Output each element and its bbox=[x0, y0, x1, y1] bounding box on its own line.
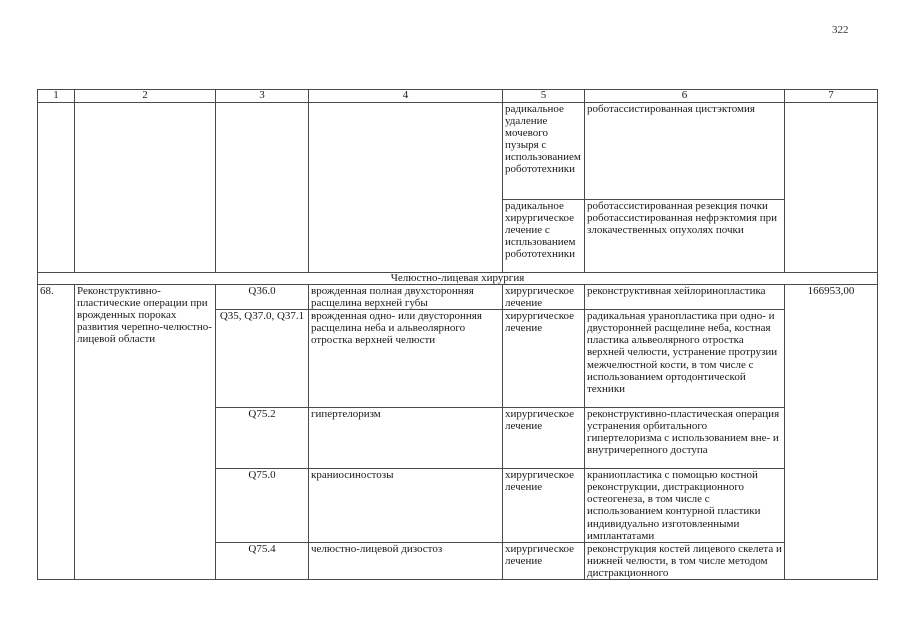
procedure-cell: радикальная уранопластика при одно- и двусторонней расщелине неба, костная пластика альвеолярного отростка верхней челюсти, устранение протрузии межчелюстной кости, в том числе с использованием ортодонтической техники bbox=[585, 310, 785, 408]
section-row bbox=[38, 273, 878, 285]
diagnosis-code: Q75.2 bbox=[216, 408, 309, 469]
empty-cell bbox=[75, 103, 216, 273]
continuation-row bbox=[38, 103, 878, 200]
treatment-type: хирургическое лечение bbox=[503, 310, 585, 408]
column-number: 6 bbox=[585, 90, 785, 103]
empty-cell bbox=[38, 103, 75, 273]
treatment-method: радикальное хирургическое лечение с испльзованием робототехники bbox=[503, 200, 585, 273]
row-number: 68. bbox=[38, 285, 75, 580]
diagnosis-code: Q36.0 bbox=[216, 285, 309, 310]
empty-cell bbox=[216, 103, 309, 273]
empty-cell bbox=[309, 103, 503, 273]
treatment-method: радикальное удаление мочевого пузыря с использованием робототехники bbox=[503, 103, 585, 200]
procedure-cell: реконструктивно-пластическая операция устранения орбитального гипертелоризма с использованием вне- и внутричерепного доступа bbox=[585, 408, 785, 469]
column-number: 1 bbox=[38, 90, 75, 103]
procedure-cell: реконструктивная хейлоринопластика bbox=[585, 285, 785, 310]
treatment-type: хирургическое лечение bbox=[503, 469, 585, 543]
diagnosis: врожденная полная двухсторонняя расщелина верхней губы bbox=[309, 285, 503, 310]
diagnosis-code: Q35, Q37.0, Q37.1 bbox=[216, 310, 309, 408]
column-number: 4 bbox=[309, 90, 503, 103]
procedure-cell: роботассистированная цистэктомия bbox=[585, 103, 785, 200]
column-number: 2 bbox=[75, 90, 216, 103]
diagnosis-code: Q75.0 bbox=[216, 469, 309, 543]
column-number: 7 bbox=[785, 90, 878, 103]
column-number-row bbox=[38, 90, 878, 103]
diagnosis: челюстно-лицевой дизостоз bbox=[309, 543, 503, 580]
treatment-type: хирургическое лечение bbox=[503, 285, 585, 310]
service-group-name: Реконструктивно-пластические операции при врожденных пороках развития черепно-челюстно-лицевой области bbox=[75, 285, 216, 580]
column-number: 3 bbox=[216, 90, 309, 103]
procedure-cell: краниопластика с помощью костной реконструкции, дистракционного остеогенеза, в том числе с использованием контурной пластики индивидуально изготовленными имплантатами bbox=[585, 469, 785, 543]
empty-cell bbox=[785, 103, 878, 273]
treatment-type: хирургическое лечение bbox=[503, 408, 585, 469]
services-table bbox=[37, 89, 878, 580]
diagnosis: гипертелоризм bbox=[309, 408, 503, 469]
procedure-cell: реконструкция костей лицевого скелета и нижней челюсти, в том числе методом дистракционного bbox=[585, 543, 785, 580]
cost-value: 166953,00 bbox=[785, 285, 878, 580]
page-number: 322 bbox=[832, 24, 849, 36]
diagnosis: краниосиностозы bbox=[309, 469, 503, 543]
table-row bbox=[38, 285, 878, 310]
diagnosis-code: Q75.4 bbox=[216, 543, 309, 580]
diagnosis: врожденная одно- или двусторонняя расщелина неба и альвеолярного отростка верхней челюсти bbox=[309, 310, 503, 408]
column-number: 5 bbox=[503, 90, 585, 103]
treatment-type: хирургическое лечение bbox=[503, 543, 585, 580]
section-title: Челюстно-лицевая хирургия bbox=[38, 273, 878, 285]
procedure-cell: роботассистированная резекция почки роботассистированная нефрэктомия при злокачественных опухолях почки bbox=[585, 200, 785, 273]
